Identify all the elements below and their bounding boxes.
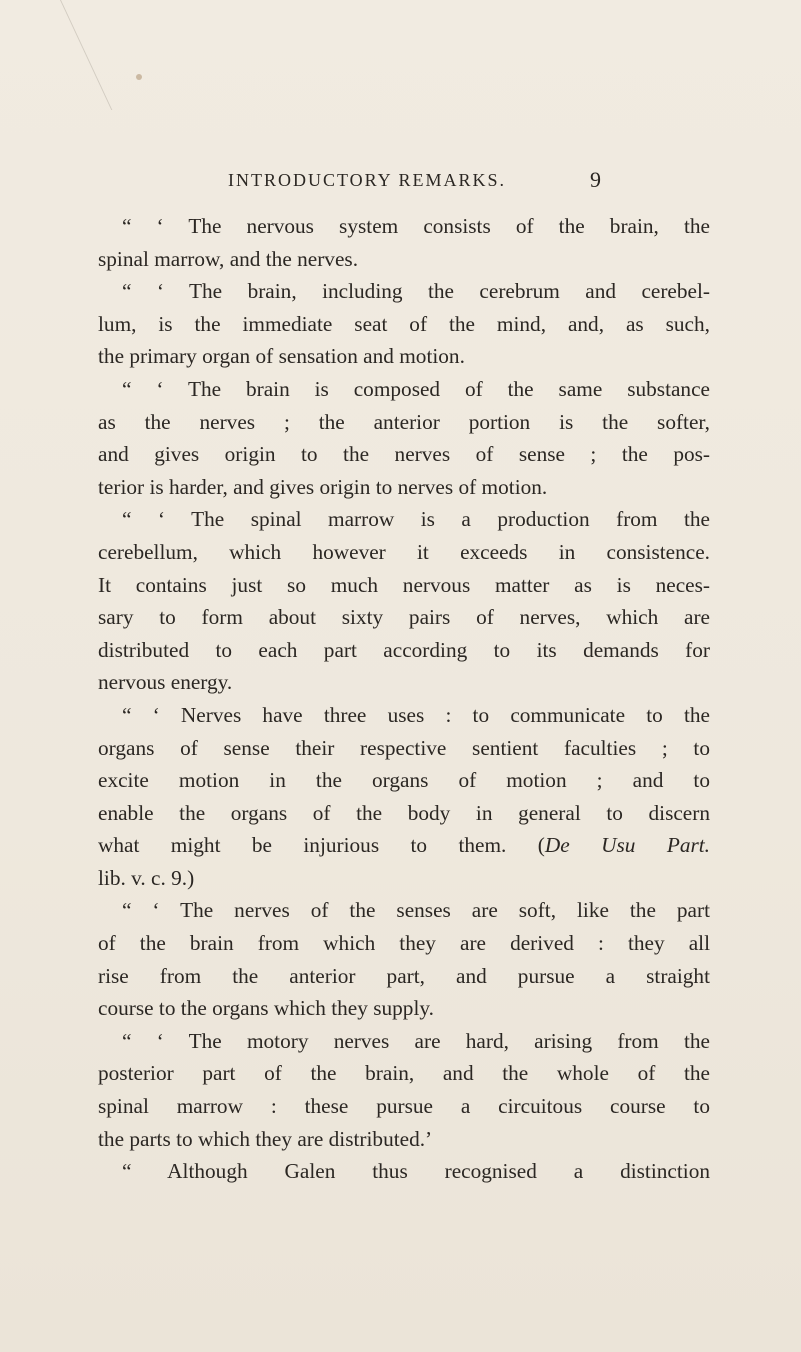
- text-line: as the nerves ; the anterior portion is the softer,: [98, 409, 710, 434]
- text-line: “ ‘ The brain, including the cerebrum and cerebel-: [122, 279, 710, 304]
- text-line: “ ‘ The nervous system consists of the brain, the: [122, 214, 710, 238]
- running-head: [228, 167, 628, 194]
- text-line: and gives origin to the nerves of sense ; the pos-: [98, 442, 710, 467]
- text-line: distributed to each part according to its demands for: [98, 637, 710, 662]
- text-line-with-citation: [98, 829, 710, 862]
- text-line: of the brain from which they are derived : they all: [98, 931, 710, 956]
- text-line: sary to form about sixty pairs of nerves, which are: [98, 605, 710, 630]
- text-segment: what might be injurious to them. (: [98, 833, 545, 858]
- text-line: excite motion in the organs of motion ; and to: [98, 768, 710, 793]
- paper-stain: [136, 74, 142, 80]
- text-line: lum, is the immediate seat of the mind, and, as such,: [98, 311, 710, 336]
- text-line: spinal marrow, and the nerves.: [98, 246, 359, 271]
- text-line: “ ‘ The nerves of the senses are soft, like the part: [122, 898, 710, 923]
- text-line: course to the organs which they supply.: [98, 996, 434, 1021]
- text-line: “ ‘ The spinal marrow is a production from the: [122, 507, 710, 532]
- text-line: spinal marrow : these pursue a circuitous course to: [98, 1094, 710, 1119]
- text-line: “ ‘ Nerves have three uses : to communicate to the: [122, 702, 710, 727]
- text-line: posterior part of the brain, and the whole of the: [98, 1061, 710, 1086]
- text-line: “ ‘ The brain is composed of the same substance: [122, 376, 710, 401]
- text-line: lib. v. c. 9.): [98, 865, 195, 890]
- text-line: the parts to which they are distributed.’: [98, 1126, 433, 1151]
- citation-title: De Usu Part.: [544, 833, 711, 858]
- body-text: [98, 210, 710, 1188]
- page-edge-shadow: [0, 0, 112, 110]
- text-line: It contains just so much nervous matter as is neces-: [98, 572, 710, 597]
- text-line: cerebellum, which however it exceeds in consistence.: [98, 539, 710, 564]
- running-head-title: INTRODUCTORY REMARKS.: [228, 170, 507, 190]
- text-line: “ ‘ The motory nerves are hard, arising from the: [122, 1028, 710, 1053]
- text-line: nervous energy.: [98, 670, 233, 695]
- text-line: organs of sense their respective sentient faculties ; to: [98, 735, 710, 760]
- text-line: enable the organs of the body in general to discern: [98, 800, 710, 825]
- text-line: rise from the anterior part, and pursue a straight: [98, 963, 710, 988]
- text-line: terior is harder, and gives origin to nerves of motion.: [98, 474, 548, 499]
- text-line: the primary organ of sensation and motion.: [98, 344, 465, 369]
- page-number: 9: [590, 167, 601, 192]
- text-line: “ Although Galen thus recognised a distinction: [122, 1159, 710, 1184]
